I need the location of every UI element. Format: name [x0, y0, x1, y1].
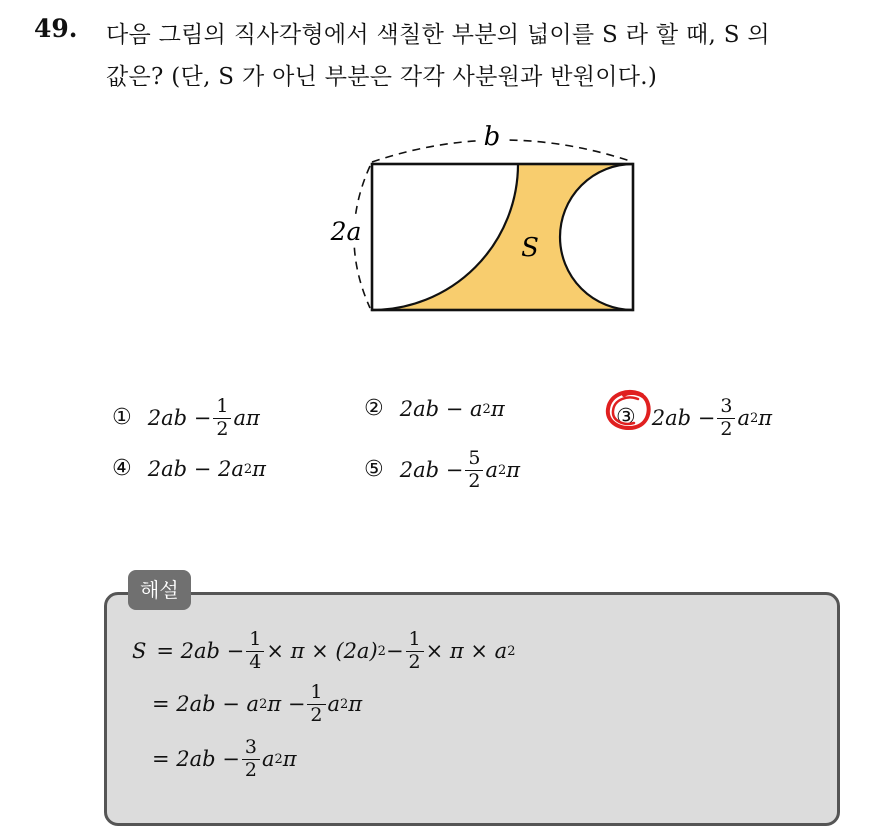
solution-term: = 2ab −	[156, 639, 245, 664]
region-label-s: S	[521, 233, 539, 263]
exponent: 2	[482, 401, 491, 417]
solution-term: S	[132, 639, 147, 664]
solution-term: a	[327, 692, 341, 717]
choice-expression: 2ab − 2a	[147, 457, 244, 481]
fraction: $\frac{5}{2}$	[465, 449, 483, 492]
answer-circle-mark	[604, 389, 656, 433]
solution-tab-label: 해설	[128, 570, 191, 610]
question-text-line-2: 값은? (단, S 가 아닌 부분은 각각 사분원과 반원이다.)	[106, 64, 658, 90]
choice-expression: π	[758, 406, 773, 431]
solution-term: π	[348, 692, 363, 717]
solution-term: −	[385, 639, 404, 664]
choice-expression: a	[485, 458, 498, 483]
exponent: 2	[497, 462, 507, 478]
fraction: $\frac{1}{4}$	[246, 630, 264, 673]
rectangle-figure	[320, 118, 660, 328]
fraction: $\frac{3}{2}$	[717, 397, 735, 440]
choice-5[interactable]	[364, 449, 520, 492]
choice-number: ①	[112, 405, 132, 431]
solution-term: a	[261, 747, 275, 772]
choice-expression: a	[737, 406, 750, 431]
exponent: 2	[340, 696, 349, 712]
exponent: 2	[259, 696, 268, 712]
choice-4[interactable]	[112, 457, 266, 481]
choice-expression: 2ab −	[399, 458, 464, 483]
fraction: $\frac{3}{2}$	[242, 738, 260, 781]
question-number: 49.	[34, 14, 78, 43]
exponent: 2	[377, 643, 386, 659]
choice-number: ③	[616, 405, 636, 431]
solution-line-2	[152, 683, 362, 726]
shaded-region-s	[372, 164, 633, 310]
solution-term: × π × a	[425, 639, 508, 664]
choice-2[interactable]	[364, 397, 505, 421]
fraction: $\frac{1}{2}$	[406, 630, 424, 673]
solution-term: π −	[267, 692, 306, 717]
height-label: 2a	[330, 217, 362, 246]
choice-expression: π	[252, 457, 266, 481]
exponent: 2	[274, 751, 283, 767]
fraction: $\frac{1}{2}$	[307, 683, 325, 726]
width-label: b	[483, 122, 501, 152]
choice-expression: 2ab − a	[399, 397, 483, 421]
solution-term: π	[282, 747, 297, 772]
solution-term: × π × (2a)	[266, 639, 378, 664]
question-text-line-1: 다음 그림의 직사각형에서 색칠한 부분의 넓이를 S 라 할 때, S 의	[106, 22, 770, 48]
choice-number: ②	[364, 396, 384, 421]
exponent: 2	[749, 410, 759, 426]
choice-expression: 2ab −	[651, 406, 716, 431]
choice-1[interactable]	[112, 397, 260, 440]
fraction: $\frac{1}{2}$	[213, 397, 231, 440]
solution-line-3	[152, 738, 297, 781]
choice-number: ⑤	[364, 457, 384, 483]
exponent: 2	[243, 461, 253, 477]
solution-term: = 2ab − a	[152, 692, 260, 717]
solution-line-1	[132, 630, 515, 673]
solution-term: = 2ab −	[152, 747, 240, 772]
choice-expression: 2ab −	[147, 406, 212, 431]
choice-expression: aπ	[233, 406, 260, 431]
exponent: 2	[507, 643, 516, 659]
choice-expression: π	[506, 458, 521, 483]
choice-expression: π	[490, 397, 505, 421]
choice-number: ④	[112, 456, 132, 481]
